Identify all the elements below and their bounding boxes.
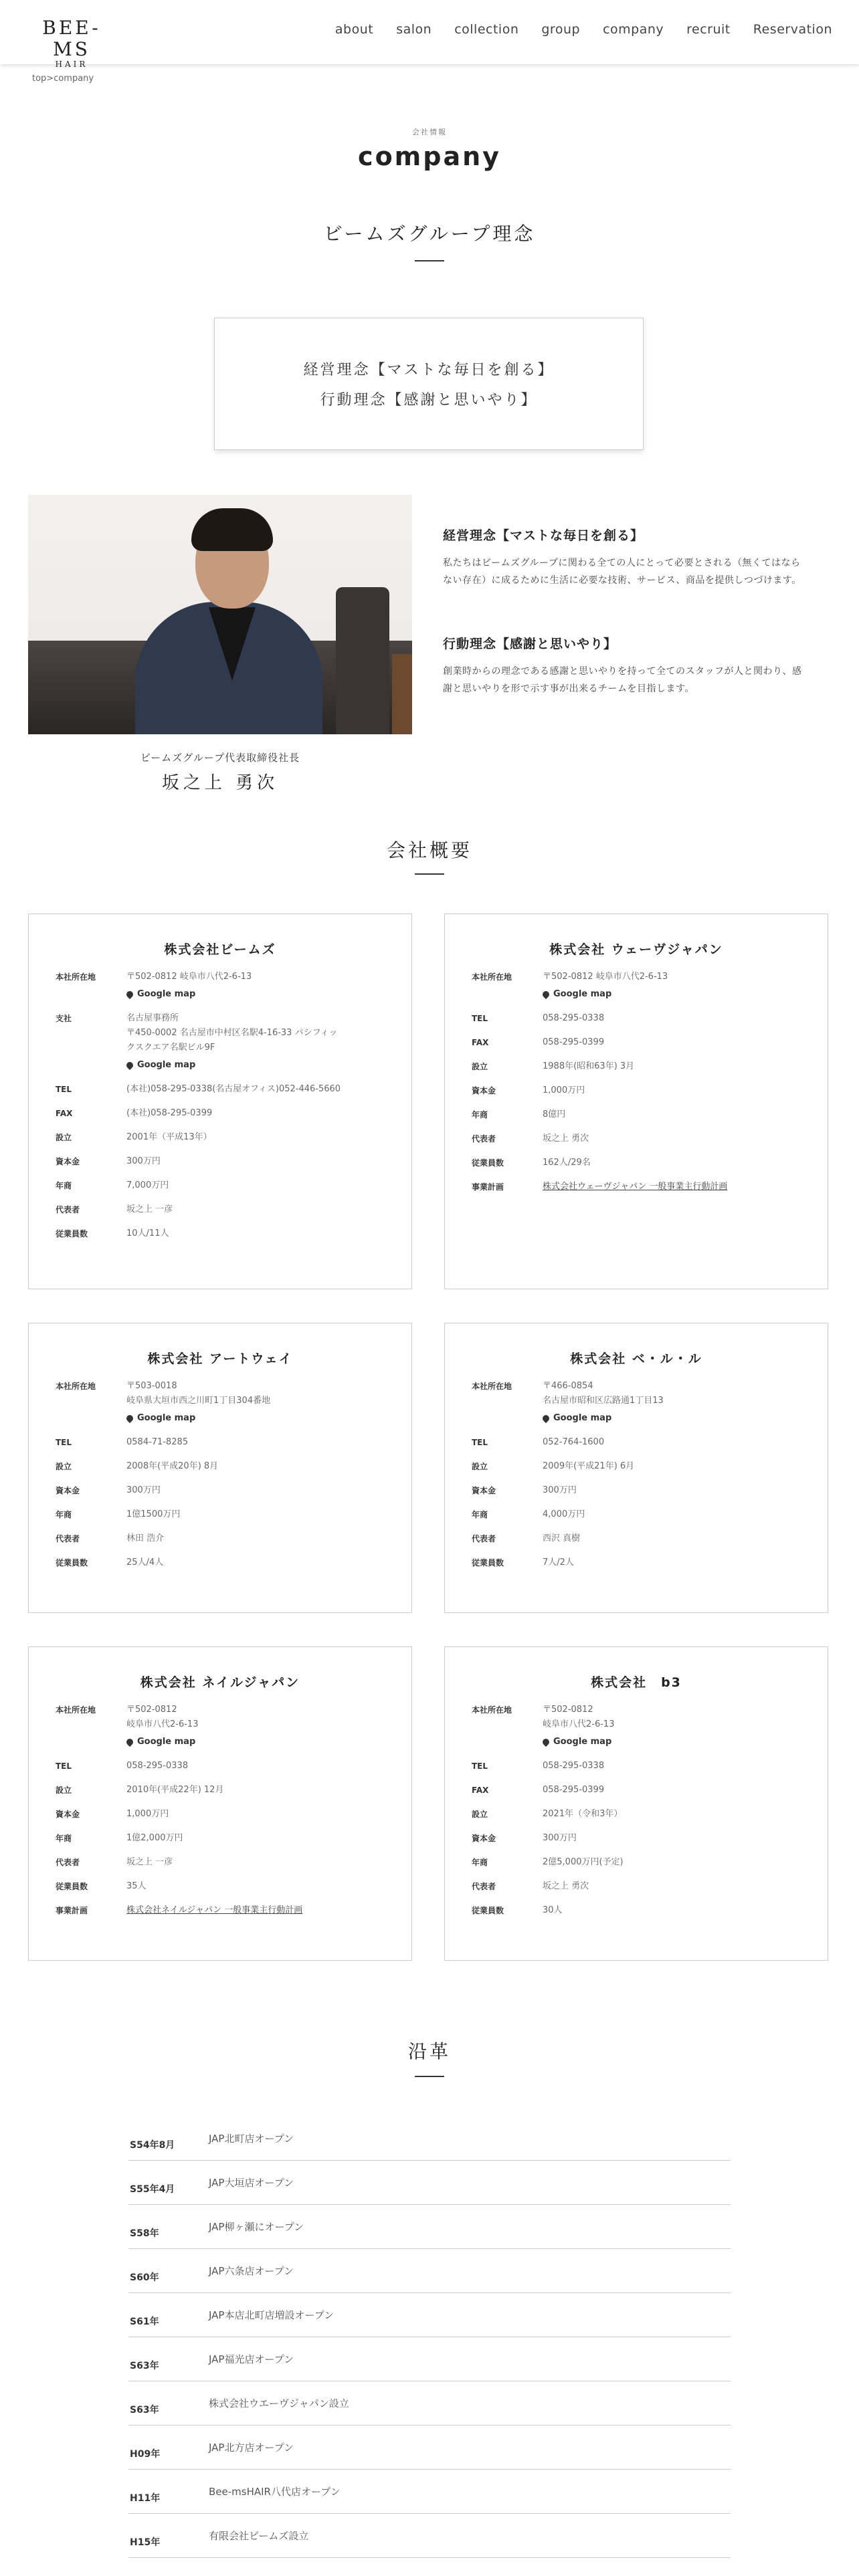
info-row	[56, 1483, 385, 1498]
info-row	[56, 1011, 385, 1073]
ceo-name: 坂之上 勇次	[161, 773, 279, 793]
info-value	[543, 1531, 801, 1546]
history-list	[128, 2117, 731, 2558]
info-label: 年商	[472, 1510, 488, 1519]
info-row	[472, 1035, 801, 1050]
info-value	[543, 1435, 801, 1450]
info-row	[472, 1379, 801, 1426]
info-line: 058-295-0338	[543, 1013, 605, 1023]
company-name: 株式会社 ウェーヴジャパン	[549, 942, 723, 957]
google-map-label: Google map	[553, 1413, 612, 1423]
info-line: 2010年(平成22年) 12月	[126, 1785, 224, 1795]
info-row	[472, 1435, 801, 1450]
map-pin-icon	[125, 1414, 134, 1423]
info-value	[543, 1903, 801, 1918]
info-row	[472, 1107, 801, 1122]
info-value	[543, 1483, 801, 1498]
info-line: 名古屋市昭和区広路通1丁目13	[543, 1396, 664, 1406]
info-line: 058-295-0338	[543, 1761, 605, 1771]
info-line: 2008年(平成20年) 8月	[126, 1461, 219, 1471]
info-value	[126, 1831, 385, 1846]
info-label: 資本金	[56, 1157, 80, 1166]
info-line: 〒450-0002 名古屋市中村区名駅4-16-33 パシフィッ	[126, 1028, 338, 1038]
info-label: 従業員数	[56, 1229, 88, 1239]
history-year: S63年	[130, 2360, 159, 2371]
info-value	[543, 1759, 801, 1774]
info-label: 代表者	[56, 1858, 80, 1867]
action-heading: 行動理念【感謝と思いやり】	[443, 637, 617, 651]
info-value	[126, 1202, 385, 1217]
mission-text: 私たちはビームズグループに関わる全ての人にとって必要とされる（無くてはならない存在）に成るために生活に必要な技術、サービス、商品を提供しつづけます。	[443, 558, 801, 586]
info-label: 資本金	[472, 1486, 496, 1495]
history-event: JAP北町店オープン	[209, 2133, 294, 2145]
info-line: 2021年（令和3年）	[543, 1809, 623, 1819]
info-line: 岐阜市八代2-6-13	[543, 1719, 615, 1729]
info-value	[543, 1807, 801, 1822]
info-value	[543, 1459, 801, 1474]
info-value	[543, 1011, 801, 1026]
info-line: 2009年(平成21年) 6月	[543, 1461, 635, 1471]
company-card	[28, 1323, 412, 1613]
info-value	[126, 1011, 385, 1073]
info-label: 代表者	[56, 1205, 80, 1214]
info-row	[56, 1807, 385, 1822]
info-line: 7人/2人	[543, 1558, 574, 1568]
history-event: Bee-msHAIR八代店オープン	[209, 2486, 341, 2498]
history-row	[128, 2337, 731, 2381]
info-row	[56, 1555, 385, 1570]
action-text: 創業時からの理念である感謝と思いやりを持って全てのスタッフが人と関わり、感謝と思いやりを形で示す事が出来るチームを目指します。	[443, 666, 802, 694]
info-value	[126, 1130, 385, 1145]
info-row	[56, 1226, 385, 1241]
info-label: 代表者	[472, 1134, 496, 1144]
company-card	[444, 914, 828, 1289]
company-name: 株式会社 ベ・ル・ル	[570, 1352, 702, 1366]
ceo-title: ビームズグループ代表取締役社長	[140, 752, 300, 764]
google-map-link[interactable]	[543, 1735, 801, 1749]
map-pin-icon	[541, 1737, 551, 1747]
logo-text: BEE-MS	[42, 17, 101, 60]
history-year: S61年	[130, 2316, 159, 2327]
info-row	[56, 1855, 385, 1870]
page-label: 会社情報	[412, 128, 447, 136]
info-line: 1億1500万円	[126, 1509, 181, 1519]
info-line: 058-295-0399	[543, 1037, 605, 1047]
info-label: 本社所在地	[472, 972, 512, 982]
philosophy-box	[214, 318, 644, 450]
map-pin-icon	[541, 1414, 551, 1423]
info-value	[543, 1703, 801, 1749]
info-line: 058-295-0399	[543, 1785, 605, 1795]
history-event: JAP大垣店オープン	[209, 2177, 294, 2189]
info-label: 年商	[56, 1181, 72, 1190]
info-line: クスクエア名駅ビル9F	[126, 1043, 215, 1053]
info-label: 設立	[472, 1462, 488, 1471]
info-row	[472, 1083, 801, 1098]
info-value	[543, 1555, 801, 1570]
info-label: TEL	[56, 1438, 72, 1447]
philosophy-line-2: 行動理念【感謝と思いやり】	[320, 392, 538, 409]
company-card	[444, 1323, 828, 1613]
history-year: H15年	[130, 2537, 161, 2548]
info-value	[126, 1855, 385, 1870]
google-map-label: Google map	[137, 1060, 196, 1070]
info-value	[126, 1435, 385, 1450]
info-label: FAX	[472, 1038, 489, 1047]
history-year: S60年	[130, 2272, 159, 2283]
info-row	[56, 1703, 385, 1749]
info-label: 年商	[56, 1834, 72, 1843]
info-label: 本社所在地	[472, 1382, 512, 1391]
info-value	[543, 1132, 801, 1146]
info-line: 〒502-0812	[543, 1705, 593, 1715]
info-row	[472, 1879, 801, 1894]
info-line: 4,000万円	[543, 1509, 585, 1519]
info-label: 代表者	[472, 1534, 496, 1543]
history-year: S63年	[130, 2404, 159, 2416]
company-card	[444, 1646, 828, 1961]
philosophy-heading: ビームズグループ理念	[323, 223, 536, 245]
history-year: S54年8月	[130, 2139, 175, 2151]
info-row	[472, 1783, 801, 1798]
info-label: 資本金	[56, 1810, 80, 1819]
nav-collection[interactable]: collection	[454, 22, 519, 37]
info-line: 林田 浩介	[126, 1533, 165, 1543]
info-value	[543, 1180, 801, 1194]
history-event: JAP六条店オープン	[209, 2265, 294, 2277]
history-event: 有限会社ビームズ設立	[209, 2530, 309, 2542]
info-row	[472, 1459, 801, 1474]
info-line: 058-295-0338	[126, 1761, 189, 1771]
info-value	[126, 1082, 385, 1097]
info-label: 代表者	[472, 1882, 496, 1891]
google-map-link[interactable]	[126, 1058, 385, 1073]
info-value	[126, 1483, 385, 1498]
info-value	[543, 970, 801, 1002]
info-line: 〒502-0812 岐阜市八代2-6-13	[543, 972, 668, 982]
info-line: 300万円	[126, 1485, 161, 1495]
info-row	[472, 1531, 801, 1546]
info-line: 坂之上 一彦	[126, 1204, 173, 1214]
breadcrumb-text[interactable]: top>company	[32, 74, 94, 84]
info-value	[126, 1807, 385, 1822]
info-row	[472, 1483, 801, 1498]
info-value	[126, 1879, 385, 1894]
info-line: 1,000万円	[126, 1809, 169, 1819]
info-label: FAX	[56, 1109, 73, 1118]
info-value	[126, 1531, 385, 1546]
history-event: JAP柳ヶ瀬にオープン	[209, 2221, 304, 2233]
info-line: 坂之上 一彦	[126, 1857, 173, 1867]
mission-block	[443, 526, 804, 589]
info-label: 本社所在地	[472, 1705, 512, 1715]
info-value	[126, 1759, 385, 1774]
info-row	[56, 1130, 385, 1145]
info-value	[126, 1226, 385, 1241]
google-map-link[interactable]	[126, 1411, 385, 1426]
info-row	[472, 1831, 801, 1846]
google-map-label: Google map	[553, 1737, 612, 1747]
overview-heading: 会社概要	[386, 839, 472, 861]
info-line: (本社)058-295-0338(名古屋オフィス)052-446-5660	[126, 1084, 341, 1094]
google-map-link[interactable]	[543, 1411, 801, 1426]
info-label: 本社所在地	[56, 972, 96, 982]
info-line: 7,000万円	[126, 1180, 169, 1190]
sofa-leg	[392, 654, 412, 734]
info-value	[543, 1156, 801, 1170]
info-value	[126, 1106, 385, 1121]
info-row	[472, 1156, 801, 1170]
history-event: JAP福光店オープン	[209, 2353, 294, 2365]
info-value	[543, 1059, 801, 1074]
info-row	[56, 1831, 385, 1846]
page-title: company	[358, 142, 501, 171]
info-row	[56, 1379, 385, 1426]
sofa-arm	[336, 587, 389, 734]
company-name: 株式会社 b3	[591, 1675, 682, 1690]
info-line: 300万円	[543, 1833, 577, 1843]
info-line: 名古屋事務所	[126, 1013, 179, 1023]
info-label: 設立	[472, 1810, 488, 1819]
info-row	[56, 1435, 385, 1450]
info-line: (本社)058-295-0399	[126, 1108, 213, 1118]
mission-heading: 経営理念【マストな毎日を創る】	[443, 528, 644, 543]
map-pin-icon	[125, 1061, 134, 1070]
info-line: 西沢 真樹	[543, 1533, 581, 1543]
info-line: 0584-71-8285	[126, 1437, 189, 1447]
info-value	[126, 1459, 385, 1474]
info-line: 岐阜県大垣市西之川町1丁目304番地	[126, 1396, 271, 1406]
info-label: 設立	[56, 1462, 72, 1471]
history-row	[128, 2470, 731, 2514]
info-line: 35人	[126, 1881, 147, 1891]
history-row	[128, 2514, 731, 2558]
heading-divider	[415, 260, 444, 261]
history-year: S58年	[130, 2228, 159, 2239]
info-label: 事業計画	[472, 1182, 504, 1192]
info-row	[472, 970, 801, 1002]
info-label: 資本金	[56, 1486, 80, 1495]
info-value	[126, 1783, 385, 1798]
heading-divider	[415, 873, 444, 875]
info-row	[56, 1759, 385, 1774]
info-label: 事業計画	[56, 1906, 88, 1915]
info-row	[472, 1507, 801, 1522]
history-year: S55年4月	[130, 2183, 175, 2195]
map-pin-icon	[541, 990, 551, 999]
action-plan-link[interactable]: 株式会社ウェーヴジャパン 一般事業主行動計画	[543, 1182, 728, 1192]
info-label: 従業員数	[56, 1558, 88, 1568]
info-line: 162人/29名	[543, 1158, 591, 1168]
history-heading: 沿革	[407, 2040, 451, 2062]
info-line: 10人/11人	[126, 1228, 169, 1239]
info-line: 〒503-0018	[126, 1381, 177, 1391]
map-pin-icon	[125, 1737, 134, 1747]
history-event: JAP本店北町店増設オープン	[209, 2309, 335, 2321]
info-row	[472, 1855, 801, 1870]
info-row	[472, 1903, 801, 1918]
google-map-link[interactable]	[126, 987, 385, 1002]
info-line: 坂之上 勇次	[543, 1134, 589, 1144]
history-row	[128, 2426, 731, 2470]
info-value	[126, 1507, 385, 1522]
info-label: TEL	[472, 1014, 488, 1023]
info-value	[543, 1035, 801, 1050]
info-label: 年商	[472, 1110, 488, 1119]
info-line: 300万円	[126, 1156, 161, 1166]
info-row	[56, 1154, 385, 1169]
history-event: 株式会社ウエーヴジャパン設立	[209, 2397, 349, 2409]
google-map-label: Google map	[137, 989, 196, 999]
info-row	[56, 1531, 385, 1546]
company-card	[28, 914, 412, 1289]
info-row	[56, 1178, 385, 1193]
info-value	[543, 1831, 801, 1846]
nav-salon[interactable]: salon	[396, 22, 432, 37]
info-row	[56, 1879, 385, 1894]
info-value	[543, 1855, 801, 1870]
info-line: 岐阜市八代2-6-13	[126, 1719, 199, 1729]
nav-about[interactable]: about	[335, 22, 374, 37]
nav-group[interactable]: group	[541, 22, 581, 37]
heading-divider	[415, 2076, 444, 2077]
info-label: 支社	[56, 1014, 72, 1023]
history-row	[128, 2117, 731, 2161]
info-value	[543, 1783, 801, 1798]
company-name: 株式会社 ネイルジャパン	[140, 1675, 300, 1690]
info-value	[126, 1379, 385, 1426]
info-line: 1億2,000万円	[126, 1833, 183, 1843]
info-value	[543, 1507, 801, 1522]
map-pin-icon	[125, 990, 134, 999]
info-label: TEL	[472, 1761, 488, 1771]
info-line: 2億5,000万円(予定)	[543, 1857, 624, 1867]
info-row	[472, 1059, 801, 1074]
info-row	[472, 1807, 801, 1822]
info-value	[543, 1083, 801, 1098]
ceo-photo	[28, 495, 412, 734]
info-row	[472, 1703, 801, 1749]
info-line: 300万円	[543, 1485, 577, 1495]
google-map-label: Google map	[553, 989, 612, 999]
google-map-label: Google map	[137, 1737, 196, 1747]
info-value	[126, 1555, 385, 1570]
google-map-link[interactable]	[543, 987, 801, 1002]
history-event: JAP北方店オープン	[209, 2442, 294, 2454]
info-line: 〒502-0812 岐阜市八代2-6-13	[126, 972, 252, 982]
info-row	[56, 1202, 385, 1217]
info-row	[56, 1082, 385, 1097]
info-line: 坂之上 勇次	[543, 1881, 589, 1891]
info-line: 25人/4人	[126, 1558, 164, 1568]
info-row	[56, 1459, 385, 1474]
info-label: 設立	[56, 1133, 72, 1142]
action-block	[443, 634, 804, 697]
google-map-label: Google map	[137, 1413, 196, 1423]
info-label: 設立	[56, 1786, 72, 1795]
info-label: 従業員数	[472, 1558, 504, 1568]
company-card	[28, 1646, 412, 1961]
info-line: 〒502-0812	[126, 1705, 177, 1715]
logo-subtext: HAIR	[55, 60, 88, 69]
philosophy-line-1: 経営理念【マストな毎日を創る】	[303, 362, 555, 379]
breadcrumb[interactable]	[32, 74, 94, 84]
info-value	[543, 1107, 801, 1122]
info-label: 従業員数	[472, 1158, 504, 1168]
nav-company[interactable]: company	[603, 22, 664, 37]
info-label: 設立	[472, 1062, 488, 1071]
info-row	[56, 1783, 385, 1798]
info-row	[56, 1903, 385, 1918]
info-row	[472, 1180, 801, 1194]
history-row	[128, 2293, 731, 2337]
nav-recruit[interactable]: recruit	[686, 22, 731, 37]
company-name: 株式会社 アートウェイ	[147, 1352, 293, 1366]
info-row	[56, 1106, 385, 1121]
info-row	[472, 1011, 801, 1026]
history-row	[128, 2381, 731, 2426]
info-row	[472, 1132, 801, 1146]
info-row	[472, 1555, 801, 1570]
info-line: 30人	[543, 1905, 563, 1915]
info-label: 従業員数	[56, 1882, 88, 1891]
info-value	[126, 970, 385, 1002]
info-label: TEL	[56, 1761, 72, 1771]
global-nav	[335, 22, 832, 37]
info-label: 従業員数	[472, 1906, 504, 1915]
history-year: H11年	[130, 2492, 161, 2504]
history-row	[128, 2161, 731, 2205]
history-year: H09年	[130, 2448, 161, 2460]
info-label: 代表者	[56, 1534, 80, 1543]
info-row	[56, 970, 385, 1002]
info-label: FAX	[472, 1786, 489, 1795]
info-line: 052-764-1600	[543, 1437, 605, 1447]
person-hair	[191, 508, 273, 551]
info-value	[543, 1379, 801, 1426]
action-plan-link[interactable]: 株式会社ネイルジャパン 一般事業主行動計画	[126, 1905, 303, 1915]
company-name: 株式会社ビームズ	[164, 942, 276, 957]
info-value	[543, 1879, 801, 1894]
info-value	[126, 1903, 385, 1918]
info-label: 年商	[56, 1510, 72, 1519]
google-map-link[interactable]	[126, 1735, 385, 1749]
info-label: TEL	[472, 1438, 488, 1447]
history-row	[128, 2249, 731, 2293]
history-row	[128, 2205, 731, 2249]
info-label: 本社所在地	[56, 1705, 96, 1715]
info-value	[126, 1703, 385, 1749]
nav-reservation[interactable]: Reservation	[753, 22, 832, 37]
info-label: 本社所在地	[56, 1382, 96, 1391]
info-value	[126, 1178, 385, 1193]
site-header	[0, 0, 859, 69]
info-line: 8億円	[543, 1109, 566, 1119]
info-label: TEL	[56, 1085, 72, 1094]
info-value	[126, 1154, 385, 1169]
info-line: 2001年（平成13年）	[126, 1132, 212, 1142]
info-label: 年商	[472, 1858, 488, 1867]
info-label: 資本金	[472, 1086, 496, 1095]
info-line: 〒466-0854	[543, 1381, 593, 1391]
info-row	[472, 1759, 801, 1774]
info-line: 1,000万円	[543, 1085, 585, 1095]
logo[interactable]	[28, 17, 115, 69]
info-label: 資本金	[472, 1834, 496, 1843]
info-line: 1988年(昭和63年) 3月	[543, 1061, 635, 1071]
info-row	[56, 1507, 385, 1522]
